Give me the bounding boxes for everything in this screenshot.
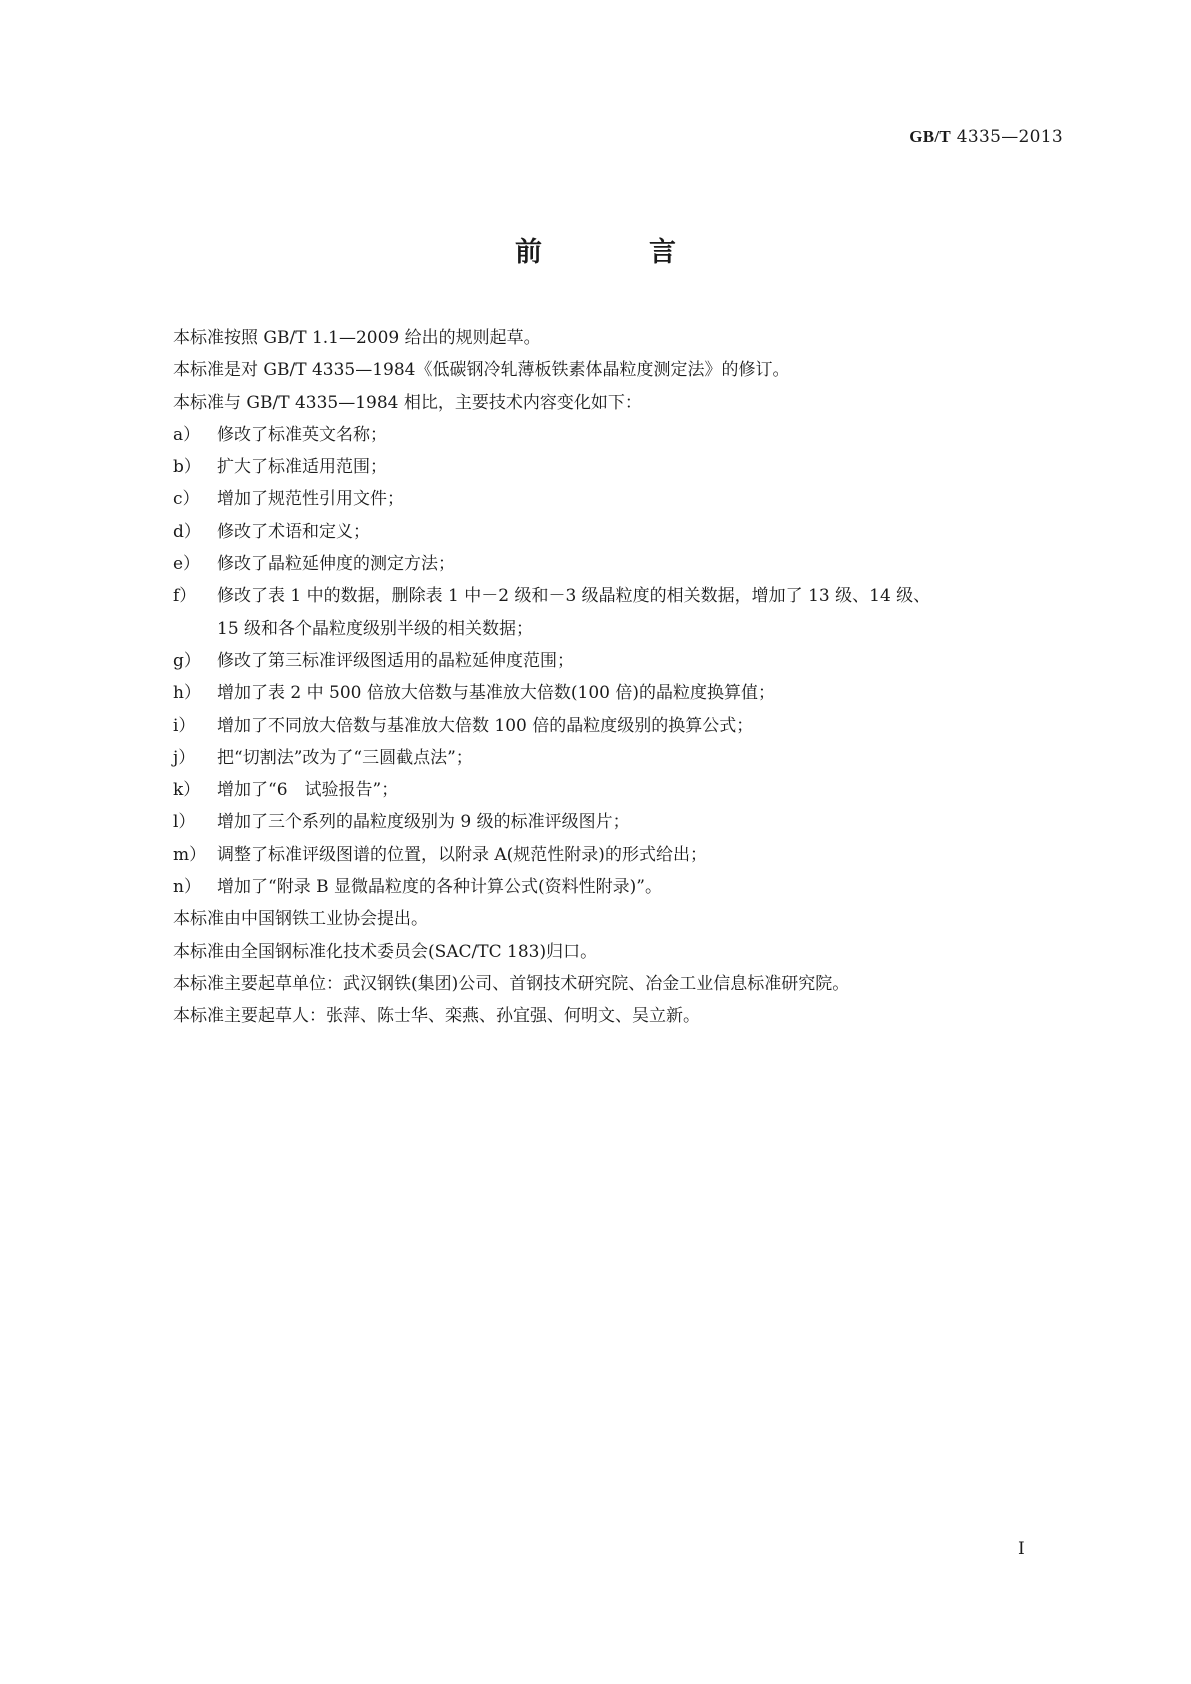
paragraph: 本标准由全国钢标准化技术委员会(SAC/TC 183)归口。	[173, 941, 598, 962]
paragraph: 本标准是对 GB/T 4335—1984《低碳钢冷轧薄板铁素体晶粒度测定法》的修订。	[173, 360, 790, 381]
standard-number	[909, 127, 1063, 147]
list-item	[173, 742, 1073, 774]
list-marker: k）	[173, 780, 201, 801]
list-marker: l）	[173, 812, 196, 833]
list-item	[173, 516, 1073, 548]
list-marker: m）	[173, 844, 207, 865]
list-item-text: 增加了“6 试验报告”；	[217, 780, 399, 801]
list-item-text: 增加了规范性引用文件；	[217, 489, 404, 510]
list-item-text: 调整了标准评级图谱的位置，以附录 A(规范性附录)的形式给出；	[217, 844, 707, 865]
foreword-body	[173, 322, 1073, 1033]
list-item-text: 修改了晶粒延伸度的测定方法；	[217, 554, 455, 575]
paragraph: 本标准主要起草人：张萍、陈士华、栾燕、孙宜强、何明文、吴立新。	[173, 1006, 700, 1027]
list-marker: i）	[173, 715, 196, 736]
list-item	[173, 677, 1073, 709]
list-item	[173, 871, 1073, 903]
list-item	[173, 451, 1073, 483]
list-item	[173, 419, 1073, 451]
standard-prefix: GB/T	[909, 127, 952, 146]
list-item-text: 修改了表 1 中的数据，删除表 1 中－2 级和－3 级晶粒度的相关数据，增加了 13 级、14 级、	[217, 586, 931, 607]
list-item-text: 把“切割法”改为了“三圆截点法”；	[217, 747, 473, 768]
list-marker: b）	[173, 457, 201, 478]
paragraph: 本标准与 GB/T 4335—1984 相比，主要技术内容变化如下：	[173, 392, 642, 413]
list-item-text: 增加了表 2 中 500 倍放大倍数与基准放大倍数(100 倍)的晶粒度换算值；	[217, 683, 775, 704]
page-title: 前 言	[515, 237, 716, 268]
list-item	[173, 710, 1073, 742]
list-item-text: 增加了“附录 B 显微晶粒度的各种计算公式(资料性附录)”。	[217, 877, 662, 898]
list-item	[173, 483, 1073, 515]
paragraph: 本标准按照 GB/T 1.1—2009 给出的规则起草。	[173, 328, 541, 348]
list-marker: a）	[173, 424, 201, 445]
list-item-text-continued: 15 级和各个晶粒度级别半级的相关数据；	[217, 618, 534, 639]
list-item-text: 扩大了标准适用范围；	[217, 457, 387, 478]
list-item	[173, 839, 1073, 871]
list-item-text: 增加了三个系列的晶粒度级别为 9 级的标准评级图片；	[217, 812, 630, 833]
list-marker: c）	[173, 489, 200, 510]
list-marker: j）	[173, 747, 196, 768]
list-item	[173, 645, 1073, 677]
list-item	[173, 806, 1073, 838]
list-marker: g）	[173, 650, 201, 671]
page-number: I	[1018, 1539, 1025, 1559]
list-item-text: 增加了不同放大倍数与基准放大倍数 100 倍的晶粒度级别的换算公式；	[217, 715, 754, 736]
list-marker: h）	[173, 683, 201, 704]
standard-code: 4335—2013	[956, 127, 1063, 147]
list-item	[173, 548, 1073, 580]
list-marker: n）	[173, 877, 201, 898]
list-marker: d）	[173, 521, 201, 542]
list-marker: f）	[173, 586, 197, 607]
paragraph: 本标准主要起草单位：武汉钢铁(集团)公司、首钢技术研究院、冶金工业信息标准研究院。	[173, 973, 850, 994]
list-item	[173, 774, 1073, 806]
list-item-text: 修改了术语和定义；	[217, 521, 370, 542]
list-item-text: 修改了第三标准评级图适用的晶粒延伸度范围；	[217, 650, 574, 671]
paragraph: 本标准由中国钢铁工业协会提出。	[173, 909, 428, 930]
list-item-text: 修改了标准英文名称；	[217, 424, 387, 445]
list-marker: e）	[173, 554, 201, 575]
list-item	[173, 580, 1073, 645]
